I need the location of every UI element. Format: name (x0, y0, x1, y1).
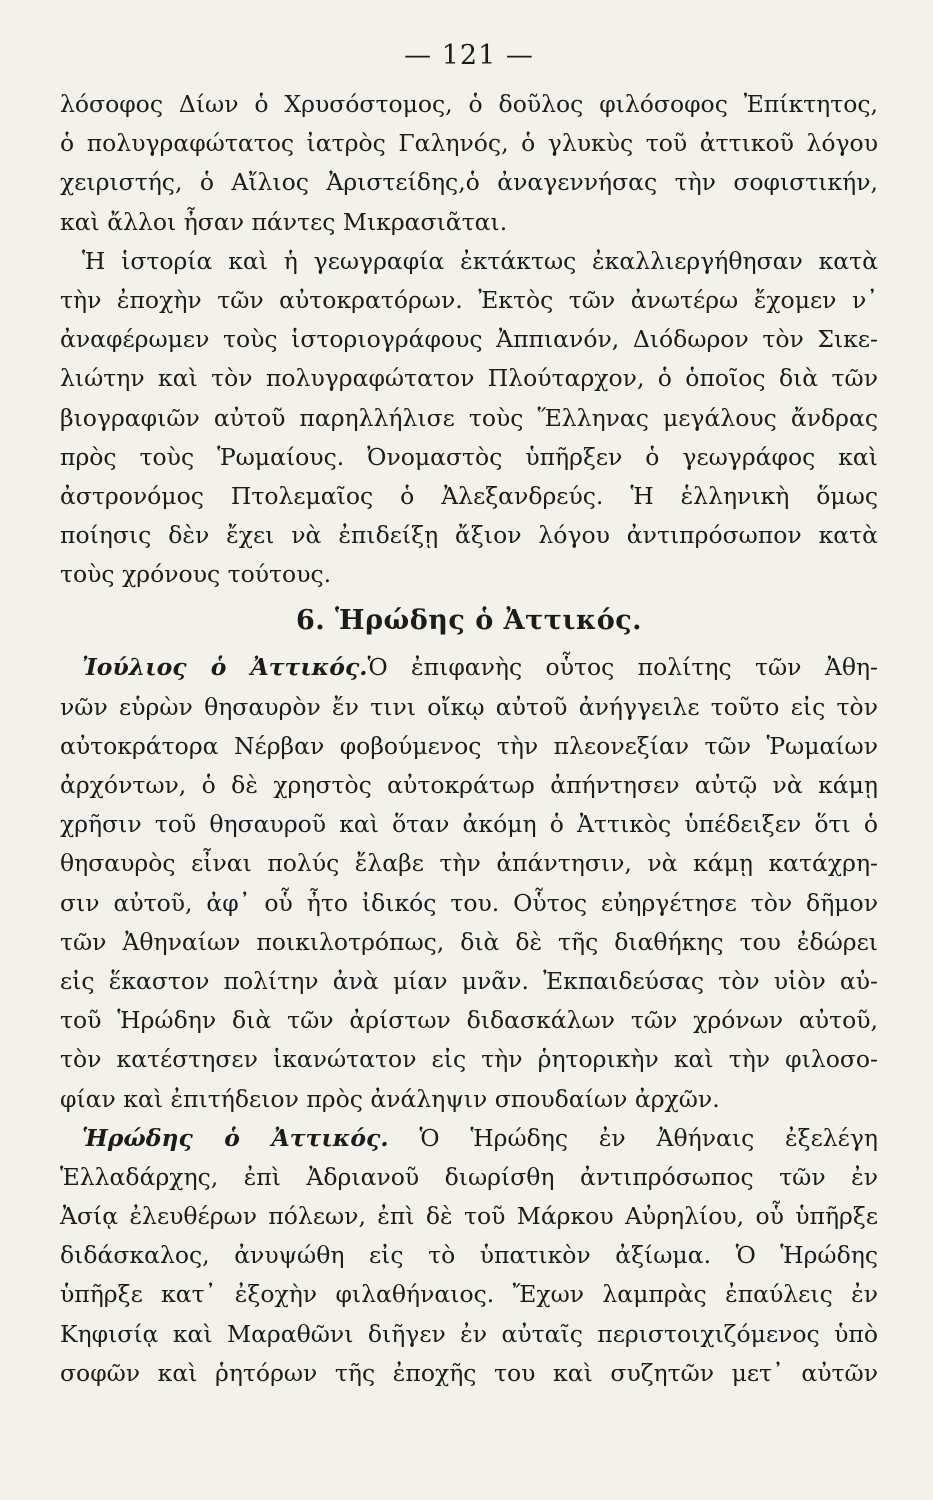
text-line: φίαν καὶ ἐπιτήδειον πρὸς ἀνάληψιν σπουδαίων ἀρχῶν. (60, 1084, 720, 1113)
text-line: χειριστής, ὁ Αἴλιος Ἀριστείδης,ὁ ἀναγεννήσας τὴν σοφιστικήν, (60, 168, 878, 197)
text-line (60, 648, 878, 687)
text-line: Ἀσίᾳ ἐλευθέρων πόλεων, ἐπὶ δὲ τοῦ Μάρκου Αὐρηλίου, οὗ ὑπῆρξε (60, 1202, 878, 1231)
text-line: ὑπῆρξε κατ᾽ ἐξοχὴν φιλαθήναιος. Ἔχων λαμπρὰς ἐπαύλεις ἐν (60, 1280, 878, 1309)
text-line: ἀναφέρωμεν τοὺς ἱστοριογράφους Ἀππιανόν, Διόδωρον τὸν Σικε- (60, 325, 878, 354)
text-line: σιν αὐτοῦ, ἀφ᾽ οὗ ἦτο ἰδικός του. Οὗτος εὐηργέτησε τὸν δῆμον (60, 888, 878, 917)
text-line (60, 1119, 878, 1158)
paragraph-3 (60, 648, 878, 1118)
paragraph-lead: Ἡρώδης ὁ Ἀττικός. (82, 1123, 389, 1152)
text-span: Ὁ Ἡρώδης ἐν Ἀθήναις ἐξελέγη (419, 1123, 878, 1152)
text-line: ὁ πολυγραφώτατος ἰατρὸς Γαληνός, ὁ γλυκὺς τοῦ ἀττικοῦ λόγου (60, 129, 878, 158)
text-line: χρῆσιν τοῦ θησαυροῦ καὶ ὅταν ἀκόμη ὁ Ἀττικὸς ὑπέδειξεν ὅτι ὁ (60, 810, 878, 839)
paragraph-1 (60, 85, 878, 242)
text-line: λιώτην καὶ τὸν πολυγραφώτατον Πλούταρχον, ὁ ὁποῖος διὰ τῶν (60, 364, 878, 393)
text-line: Κηφισίᾳ καὶ Μαραθῶνι διῆγεν ἐν αὐταῖς περιστοιχιζόμενος ὑπὸ (60, 1319, 878, 1348)
text-line: τοῦ Ἡρώδην διὰ τῶν ἀρίστων διδασκάλων τῶν χρόνων αὐτοῦ, (60, 1006, 878, 1035)
text-line: ποίησις δὲν ἔχει νὰ ἐπιδείξῃ ἄξιον λόγου ἀντιπρόσωπον κατὰ (60, 521, 878, 550)
text-line: τοὺς χρόνους τούτους. (60, 560, 332, 589)
section-heading: 6. Ἡρώδης ὁ Ἀττικός. (295, 605, 643, 637)
paragraph-4 (60, 1119, 878, 1393)
text-line: βιογραφιῶν αὐτοῦ παρηλλήλισε τοὺς Ἕλληνας μεγάλους ἄνδρας (60, 403, 878, 432)
text-line: σοφῶν καὶ ῥητόρων τῆς ἐποχῆς του καὶ συζητῶν μετ᾽ αὐτῶν (60, 1358, 878, 1387)
text-line: τῶν Ἀθηναίων ποικιλοτρόπως, διὰ δὲ τῆς διαθήκης του ἐδώρει (60, 927, 878, 956)
text-line: καὶ ἄλλοι ἦσαν πάντες Μικρασιᾶται. (60, 207, 508, 236)
text-line: τὸν κατέστησεν ἱκανώτατον εἰς τὴν ῥητορικὴν καὶ τὴν φιλοσο- (60, 1045, 878, 1074)
text-line: τὴν ἐποχὴν τῶν αὐτοκρατόρων. Ἐκτὸς τῶν ἀνωτέρω ἔχομεν ν᾽ (60, 285, 878, 314)
text-line: πρὸς τοὺς Ῥωμαίους. Ὀνομαστὸς ὑπῆρξεν ὁ γεωγράφος καὶ (60, 442, 878, 471)
text-line: νῶν εὑρὼν θησαυρὸν ἔν τινι οἴκῳ αὐτοῦ ἀνήγγειλε τοῦτο εἰς τὸν (60, 692, 878, 721)
text-line: λόσοφος Δίων ὁ Χρυσόστομος, ὁ δοῦλος φιλόσοφος Ἐπίκτητος, (60, 90, 878, 118)
text-line: Ἑλλαδάρχης, ἐπὶ Ἀδριανοῦ διωρίσθη ἀντιπρόσωπος τῶν ἐν (60, 1162, 878, 1191)
text-line: αὐτοκράτορα Νέρβαν φοβούμενος τὴν πλεονεξίαν τῶν Ῥωμαίων (60, 731, 878, 760)
paragraph-2 (60, 242, 878, 595)
page-number: — 121 — (404, 40, 534, 71)
text-line: ἀρχόντων, ὁ δὲ χρηστὸς αὐτοκράτωρ ἀπήντησεν αὐτῷ νὰ κάμῃ (60, 771, 878, 799)
text-span: Ὁ ἐπιφανὴς οὗτος πολίτης τῶν Ἀθη- (367, 653, 878, 682)
text-line: διδάσκαλος, ἀνυψώθη εἰς τὸ ὑπατικὸν ἀξίωμα. Ὁ Ἡρώδης (60, 1241, 878, 1270)
text-line: εἰς ἕκαστον πολίτην ἀνὰ μίαν μνᾶν. Ἐκπαιδεύσας τὸν υἱὸν αὐ- (60, 966, 878, 995)
paragraph-lead: Ἰούλιος ὁ Ἀττικός. (82, 653, 368, 682)
book-page (60, 40, 878, 1393)
text-line: θησαυρὸς εἶναι πολύς ἔλαβε τὴν ἀπάντησιν, νὰ κάμῃ κατάχρη- (60, 849, 878, 878)
text-line: ἀστρονόμος Πτολεμαῖος ὁ Ἀλεξανδρεύς. Ἡ ἑλληνικὴ ὅμως (60, 481, 878, 510)
text-line: Ἡ ἱστορία καὶ ἡ γεωγραφία ἐκτάκτως ἐκαλλιεργήθησαν κατὰ (82, 246, 878, 275)
